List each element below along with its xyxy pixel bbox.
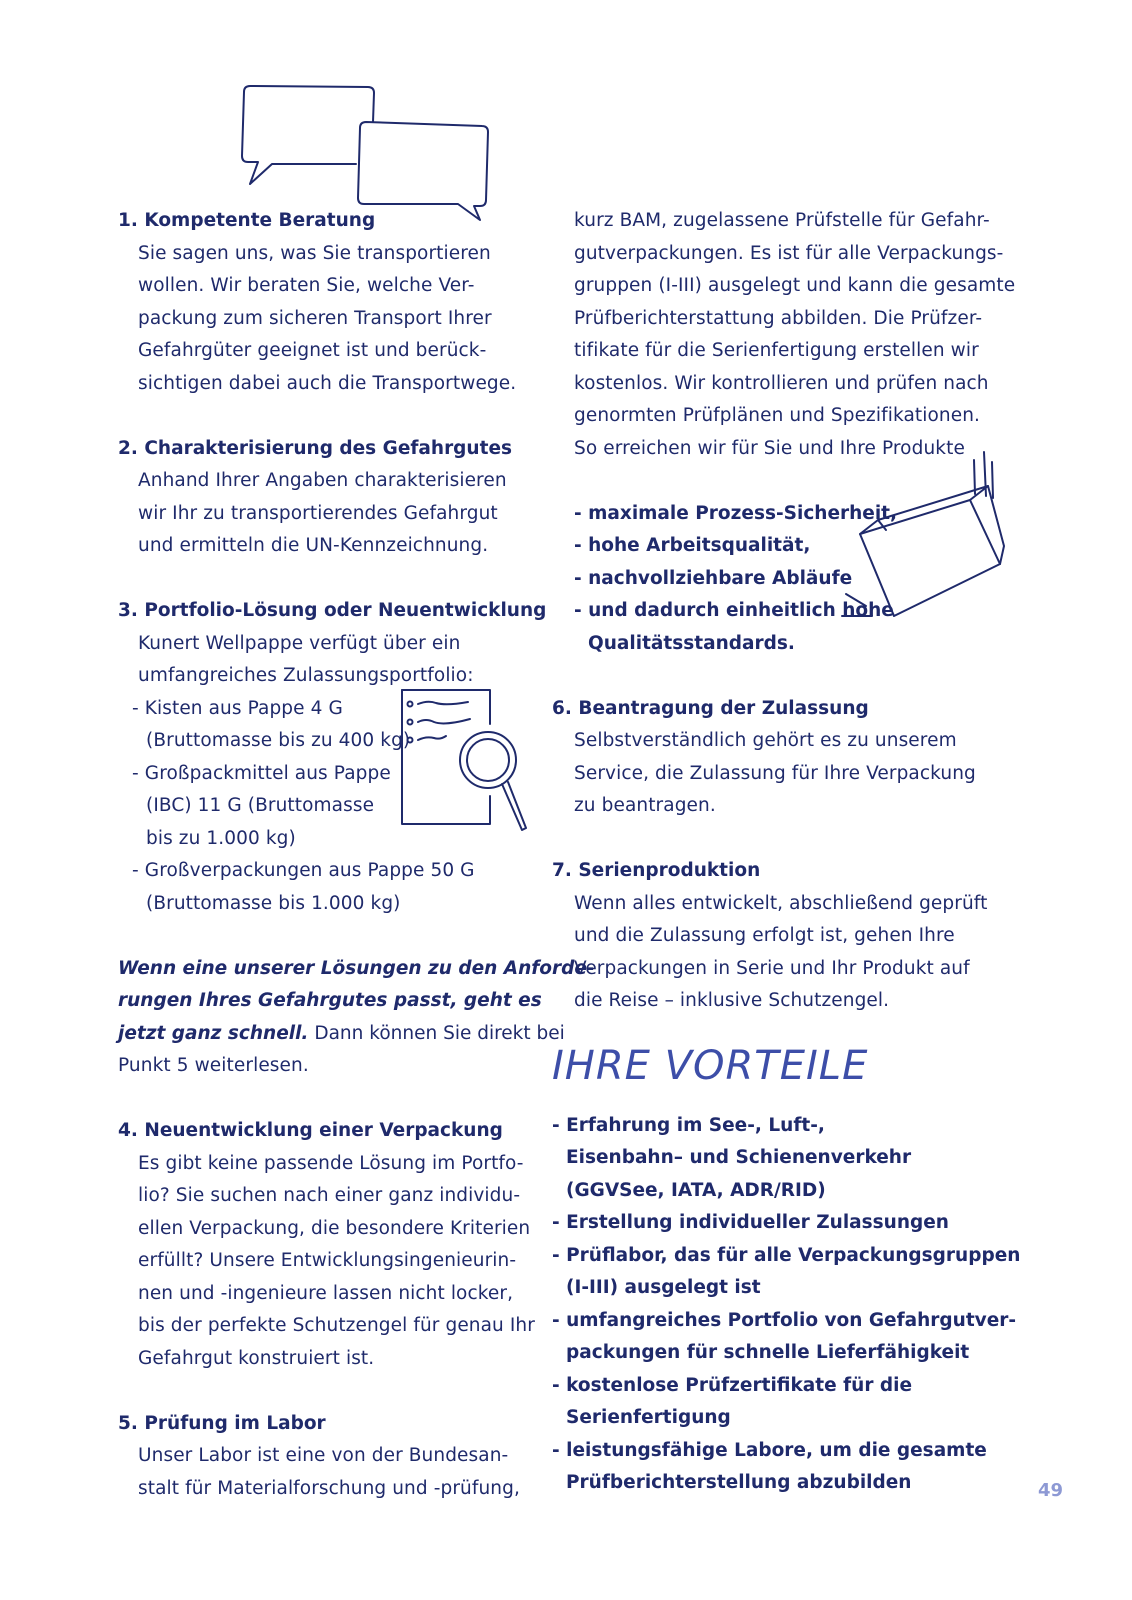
section-2-text: wir Ihr zu transportierendes Gefahrgut — [138, 502, 498, 524]
section-5-text: So erreichen wir für Sie und Ihre Produkte — [574, 437, 965, 459]
section-6-heading: 6. Beantragung der Zulassung — [552, 697, 869, 719]
note-emphasis: Wenn eine unserer Lösungen zu den Anforde- — [118, 957, 595, 979]
section-7-text: die Reise – inklusive Schutzengel. — [574, 990, 890, 1011]
section-5-text: kurz BAM, zugelassene Prüfstelle für Gefahr- — [574, 210, 990, 231]
page-number: 49 — [1038, 1480, 1064, 1501]
vorteile-item: Serienfertigung — [566, 1407, 731, 1428]
benefit-bullet: - und dadurch einheitlich hohe — [574, 600, 894, 621]
portfolio-list-item: - Großpackmittel aus Pappe — [132, 762, 391, 784]
section-4-text: bis der perfekte Schutzengel für genau Ihr — [138, 1315, 535, 1336]
section-5-text: kostenlos. Wir kontrollieren und prüfen nach — [574, 372, 989, 394]
section-3-text: Kunert Wellpappe verfügt über ein — [138, 632, 461, 654]
section-2-heading: 2. Charakterisierung des Gefahrgutes — [118, 437, 513, 459]
benefit-bullet: Qualitätsstandards. — [588, 632, 795, 654]
portfolio-list-item: (Bruttomasse bis zu 400 kg) — [146, 730, 411, 751]
section-5-text: tifikate für die Serienfertigung erstellen wir — [574, 340, 979, 361]
benefit-bullet: - hohe Arbeitsqualität, — [574, 535, 811, 556]
section-1-text: Gefahrgüter geeignet ist und berück- — [138, 340, 487, 361]
benefit-bullet: - nachvollziehbare Abläufe — [574, 567, 853, 589]
section-5-text: gruppen (I-III) ausgelegt und kann die gesamte — [574, 275, 1016, 296]
note-line — [118, 1018, 565, 1051]
note-text: Punkt 5 weiterlesen. — [118, 1055, 309, 1076]
section-6-text: Selbstverständlich gehört es zu unserem — [574, 730, 957, 751]
benefit-bullet: - maximale Prozess-Sicherheit, — [574, 502, 898, 524]
portfolio-list-item: - Kisten aus Pappe 4 G — [132, 697, 343, 719]
vorteile-item: (I-III) ausgelegt ist — [566, 1277, 761, 1298]
section-4-text: nen und -ingenieure lassen nicht locker, — [138, 1282, 514, 1304]
vorteile-item: Prüfberichterstellung abzubilden — [566, 1472, 912, 1493]
section-7-text: und die Zulassung erfolgt ist, gehen Ihre — [574, 925, 955, 946]
portfolio-list-item: (Bruttomasse bis 1.000 kg) — [146, 892, 401, 914]
note-text: Dann können Sie direkt bei — [308, 1022, 565, 1044]
vorteile-title: IHRE VORTEILE — [552, 1042, 869, 1089]
section-6-text: Service, die Zulassung für Ihre Verpackung — [574, 762, 976, 784]
section-7-heading: 7. Serienproduktion — [552, 860, 761, 881]
section-5-text: genormten Prüfplänen und Spezifikationen. — [574, 405, 981, 426]
section-5-heading: 5. Prüfung im Labor — [118, 1412, 326, 1434]
vorteile-item: - Erfahrung im See-, Luft-, — [552, 1114, 825, 1136]
vorteile-item: - Erstellung individueller Zulassungen — [552, 1212, 949, 1233]
section-1-heading: 1. Kompetente Beratung — [118, 210, 376, 231]
vorteile-item: - leistungsfähige Labore, um die gesamte — [552, 1439, 987, 1461]
section-5-text: Prüfberichterstattung abbilden. Die Prüfzer- — [574, 307, 983, 329]
section-4-text: Gefahrgut konstruiert ist. — [138, 1347, 375, 1369]
right-column — [552, 205, 1022, 1500]
vorteile-item: - umfangreiches Portfolio von Gefahrgutver- — [552, 1309, 1017, 1331]
section-4-text: lio? Sie suchen nach einer ganz individu- — [138, 1185, 521, 1206]
section-7-text: Verpackungen in Serie und Ihr Produkt auf — [574, 957, 970, 979]
portfolio-list-item: (IBC) 11 G (Bruttomasse — [146, 795, 375, 816]
portfolio-list-item: bis zu 1.000 kg) — [146, 827, 296, 849]
note-emphasis: jetzt ganz schnell. — [118, 1022, 309, 1044]
section-5-text: gutverpackungen. Es ist für alle Verpackungs- — [574, 242, 1004, 264]
section-2-text: und ermitteln die UN-Kennzeichnung. — [138, 535, 489, 556]
section-1-text: packung zum sicheren Transport Ihrer — [138, 307, 492, 329]
section-4-heading: 4. Neuentwicklung einer Verpackung — [118, 1120, 503, 1141]
section-3-heading: 3. Portfolio-Lösung oder Neuentwicklung — [118, 600, 547, 621]
note-emphasis: rungen Ihres Gefahrgutes passt, geht es — [118, 990, 542, 1011]
vorteile-item: - kostenlose Prüfzertifikate für die — [552, 1374, 913, 1396]
section-3-text: umfangreiches Zulassungsportfolio: — [138, 665, 474, 686]
section-1-text: wollen. Wir beraten Sie, welche Ver- — [138, 275, 475, 296]
left-column — [118, 205, 595, 1505]
section-6-text: zu beantragen. — [574, 795, 716, 816]
portfolio-list-item: - Großverpackungen aus Pappe 50 G — [132, 860, 475, 881]
section-4-text: erfüllt? Unsere Entwicklungsingenieurin- — [138, 1250, 517, 1271]
vorteile-item: (GGVSee, IATA, ADR/RID) — [566, 1179, 826, 1201]
section-5-text: stalt für Materialforschung und -prüfung, — [138, 1477, 520, 1499]
section-4-text: Es gibt keine passende Lösung im Portfo- — [138, 1152, 524, 1174]
section-1-text: Sie sagen uns, was Sie transportieren — [138, 242, 491, 264]
section-4-text: ellen Verpackung, die besondere Kriterien — [138, 1217, 531, 1239]
section-5-text: Unser Labor ist eine von der Bundesan- — [138, 1445, 509, 1466]
vorteile-item: - Prüflabor, das für alle Verpackungsgruppen — [552, 1244, 1021, 1266]
section-2-text: Anhand Ihrer Angaben charakterisieren — [138, 470, 507, 491]
section-1-text: sichtigen dabei auch die Transportwege. — [138, 372, 517, 394]
vorteile-item: Eisenbahn– und Schienenverkehr — [566, 1147, 912, 1168]
section-7-text: Wenn alles entwickelt, abschließend geprüft — [574, 892, 988, 914]
vorteile-item: packungen für schnelle Lieferfähigkeit — [566, 1342, 970, 1363]
